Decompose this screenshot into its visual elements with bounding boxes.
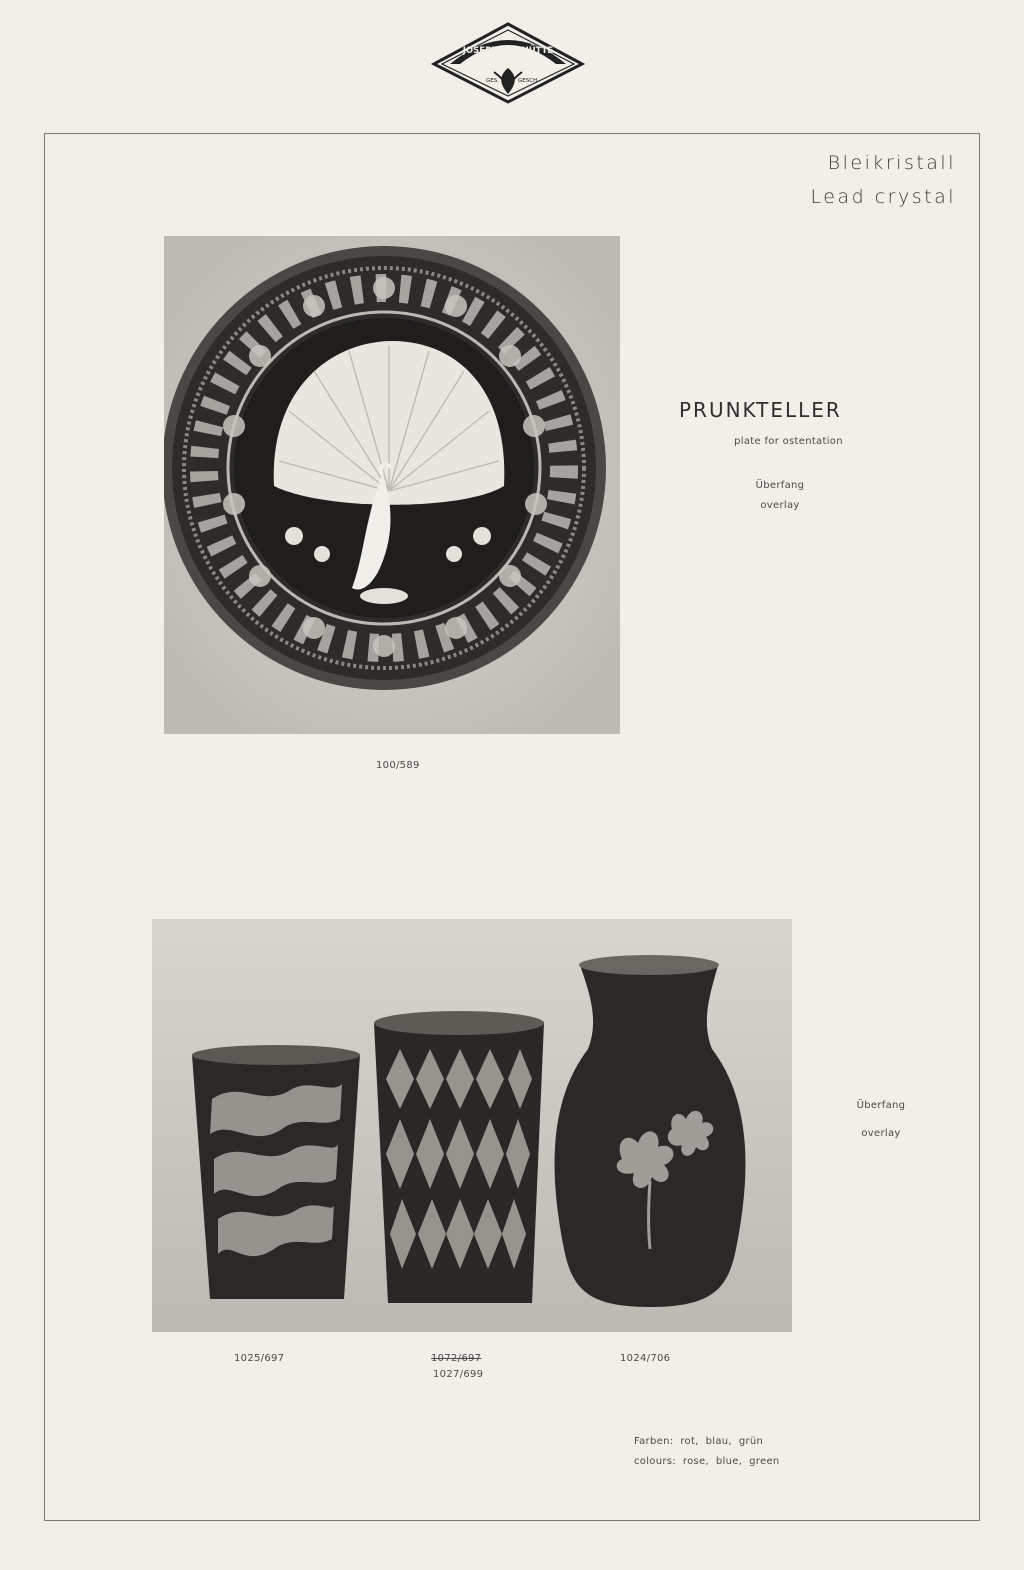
- vases-photo: [152, 919, 792, 1332]
- plate-technique-en: overlay: [760, 500, 800, 511]
- three-vases-image: [152, 919, 792, 1332]
- plate-item-number: 100/589: [376, 760, 420, 771]
- vase-2-number: 1027/699: [433, 1369, 484, 1380]
- vase-3-number: 1024/706: [620, 1353, 671, 1364]
- svg-text:GES.: GES.: [486, 78, 499, 84]
- colours-en: colours: rose, blue, green: [634, 1456, 780, 1467]
- plate-title: PRUNKTELLER: [679, 398, 842, 422]
- peacock-plate-image: [164, 236, 620, 734]
- vase-2-number-crossed: 1072/697: [431, 1353, 482, 1364]
- vases-technique-de: Überfang: [856, 1100, 906, 1111]
- plate-technique-de: Überfang: [755, 480, 805, 491]
- colours-de: Farben: rot, blau, grün: [634, 1436, 764, 1447]
- svg-text:JOSEPHINENHÜTTE: JOSEPHINENHÜTTE: [462, 46, 554, 56]
- josephinenhuette-logo: [430, 20, 586, 106]
- plate-subtitle: plate for ostentation: [734, 436, 843, 447]
- svg-text:GESCH.: GESCH.: [518, 78, 539, 84]
- catalog-title-en: Lead crystal: [810, 186, 956, 208]
- vase-1-number: 1025/697: [234, 1353, 285, 1364]
- plate-photo: [164, 236, 620, 734]
- catalog-title-de: Bleikristall: [827, 152, 956, 174]
- vases-technique-en: overlay: [861, 1128, 901, 1139]
